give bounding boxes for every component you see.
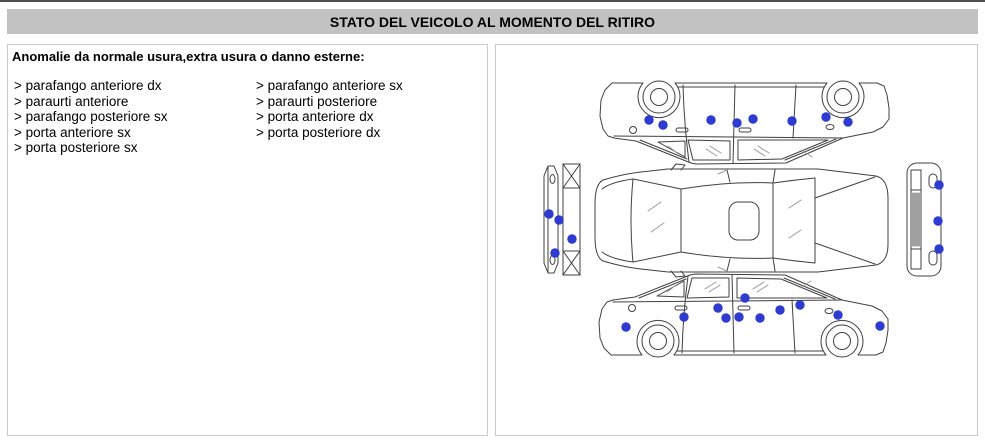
- damage-marker: [554, 215, 563, 224]
- anomaly-item: > parafango anteriore sx: [256, 78, 403, 93]
- anomalies-column-1: [14, 78, 256, 156]
- damage-marker: [821, 112, 830, 121]
- page-top-rule: [0, 0, 985, 2]
- anomaly-item: > porta posteriore sx: [14, 140, 138, 155]
- damage-marker: [567, 234, 576, 243]
- damage-marker: [721, 313, 730, 322]
- anomaly-item: > porta anteriore sx: [14, 124, 131, 140]
- anomaly-item: > paraurti anteriore: [14, 93, 129, 109]
- damage-marker: [644, 115, 653, 124]
- anomalies-panel: [7, 44, 488, 436]
- damage-marker: [679, 312, 688, 321]
- anomalies-list: [8, 78, 487, 156]
- vehicle-damage-svg: [496, 45, 977, 435]
- damage-marker: [755, 313, 764, 322]
- damage-marker: [740, 293, 749, 302]
- anomaly-item: > porta posteriore dx: [256, 124, 381, 140]
- damage-marker: [934, 180, 943, 189]
- damage-marker: [732, 118, 741, 127]
- damage-marker: [734, 312, 743, 321]
- damage-marker: [550, 248, 559, 257]
- damage-marker: [658, 120, 667, 129]
- anomaly-item: > paraurti posteriore: [256, 93, 378, 109]
- anomalies-heading: Anomalie da normale usura,extra usura o danno esterne:: [12, 49, 365, 64]
- damage-marker: [875, 321, 884, 330]
- side-view-bottom: [599, 274, 888, 357]
- vehicle-diagram-panel: [495, 44, 978, 436]
- page-title: STATO DEL VEICOLO AL MOMENTO DEL RITIRO: [329, 13, 656, 30]
- anomaly-item: > porta anteriore dx: [256, 109, 374, 124]
- damage-marker: [787, 116, 796, 125]
- header-bar: [7, 9, 978, 34]
- damage-marker: [775, 305, 784, 314]
- anomalies-column-2: [256, 78, 487, 156]
- plan-view: [595, 164, 888, 277]
- damage-marker: [843, 117, 852, 126]
- damage-marker: [833, 310, 842, 319]
- damage-marker: [795, 300, 804, 309]
- damage-marker: [544, 209, 553, 218]
- anomaly-item: > parafango anteriore dx: [14, 78, 162, 93]
- damage-marker: [934, 244, 943, 253]
- anomaly-item: > parafango posteriore sx: [14, 109, 168, 124]
- damage-marker: [933, 216, 942, 225]
- damage-marker: [621, 322, 630, 331]
- damage-marker: [706, 115, 715, 124]
- damage-marker: [748, 114, 757, 123]
- damage-marker: [713, 303, 722, 312]
